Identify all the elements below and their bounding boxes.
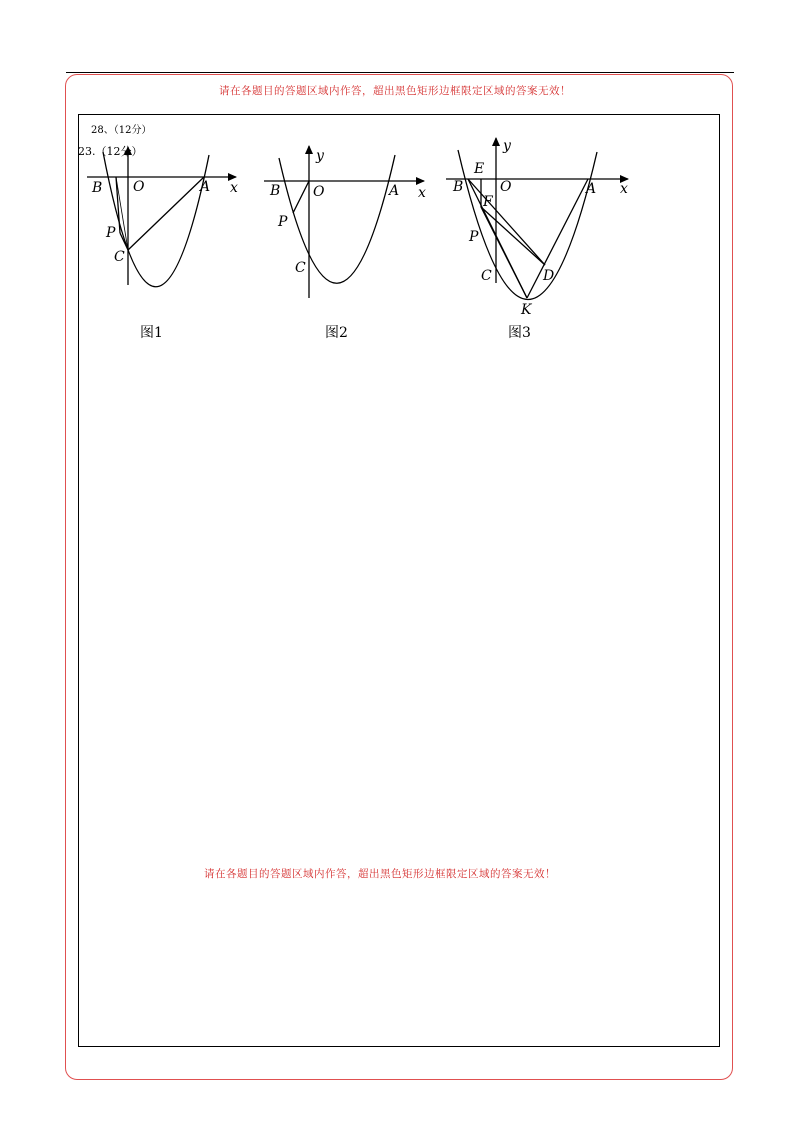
fig2-label-B: B xyxy=(270,183,281,199)
answer-area-notice-top: 请在各题目的答题区域内作答，超出黑色矩形边框限定区域的答案无效！ xyxy=(219,85,571,97)
fig3-label-B: B xyxy=(453,179,464,195)
fig3-label-E: E xyxy=(474,161,485,177)
fig2-caption: 图2 xyxy=(325,325,348,341)
fig1-label-A: A xyxy=(200,179,211,195)
figure-group xyxy=(0,0,800,400)
fig1-segment-BP xyxy=(116,177,120,233)
fig3-label-O: O xyxy=(500,179,512,195)
fig1-label-P: P xyxy=(106,225,116,241)
fig2-label-P: P xyxy=(278,214,288,230)
fig1-segment-BC xyxy=(116,177,128,250)
fig3-label-D: D xyxy=(543,268,555,284)
fig2-label-A: A xyxy=(389,183,400,199)
fig3-label-F: F xyxy=(483,194,493,210)
fig3-label-K: K xyxy=(521,302,532,318)
fig3-label-A: A xyxy=(586,181,597,197)
question-number: 28、（12分） xyxy=(91,125,152,136)
fig1-label-x: x xyxy=(230,180,238,196)
fig1-caption: 图1 xyxy=(140,325,163,341)
fig1-label-C: C xyxy=(114,249,125,265)
fig3-caption: 图3 xyxy=(508,325,531,341)
fig1-label-O: O xyxy=(133,179,145,195)
figure-1 xyxy=(87,147,236,287)
question-sub-number: 23.（12分） xyxy=(78,145,143,158)
fig2-label-O: O xyxy=(313,184,325,200)
fig1-label-B: B xyxy=(92,180,103,196)
answer-area-notice-bottom: 请在各题目的答题区域内作答，超出黑色矩形边框限定区域的答案无效！ xyxy=(204,868,556,880)
figure-2 xyxy=(264,146,424,298)
fig2-segment-PO xyxy=(293,181,309,213)
fig3-label-y: y xyxy=(503,138,511,154)
fig3-label-C: C xyxy=(481,268,492,284)
fig2-label-C: C xyxy=(295,260,306,276)
fig3-segment-AK xyxy=(527,179,588,298)
fig3-label-x: x xyxy=(620,181,628,197)
fig3-label-P: P xyxy=(469,229,479,245)
fig2-label-x: x xyxy=(418,185,426,201)
fig2-label-y: y xyxy=(316,148,324,164)
